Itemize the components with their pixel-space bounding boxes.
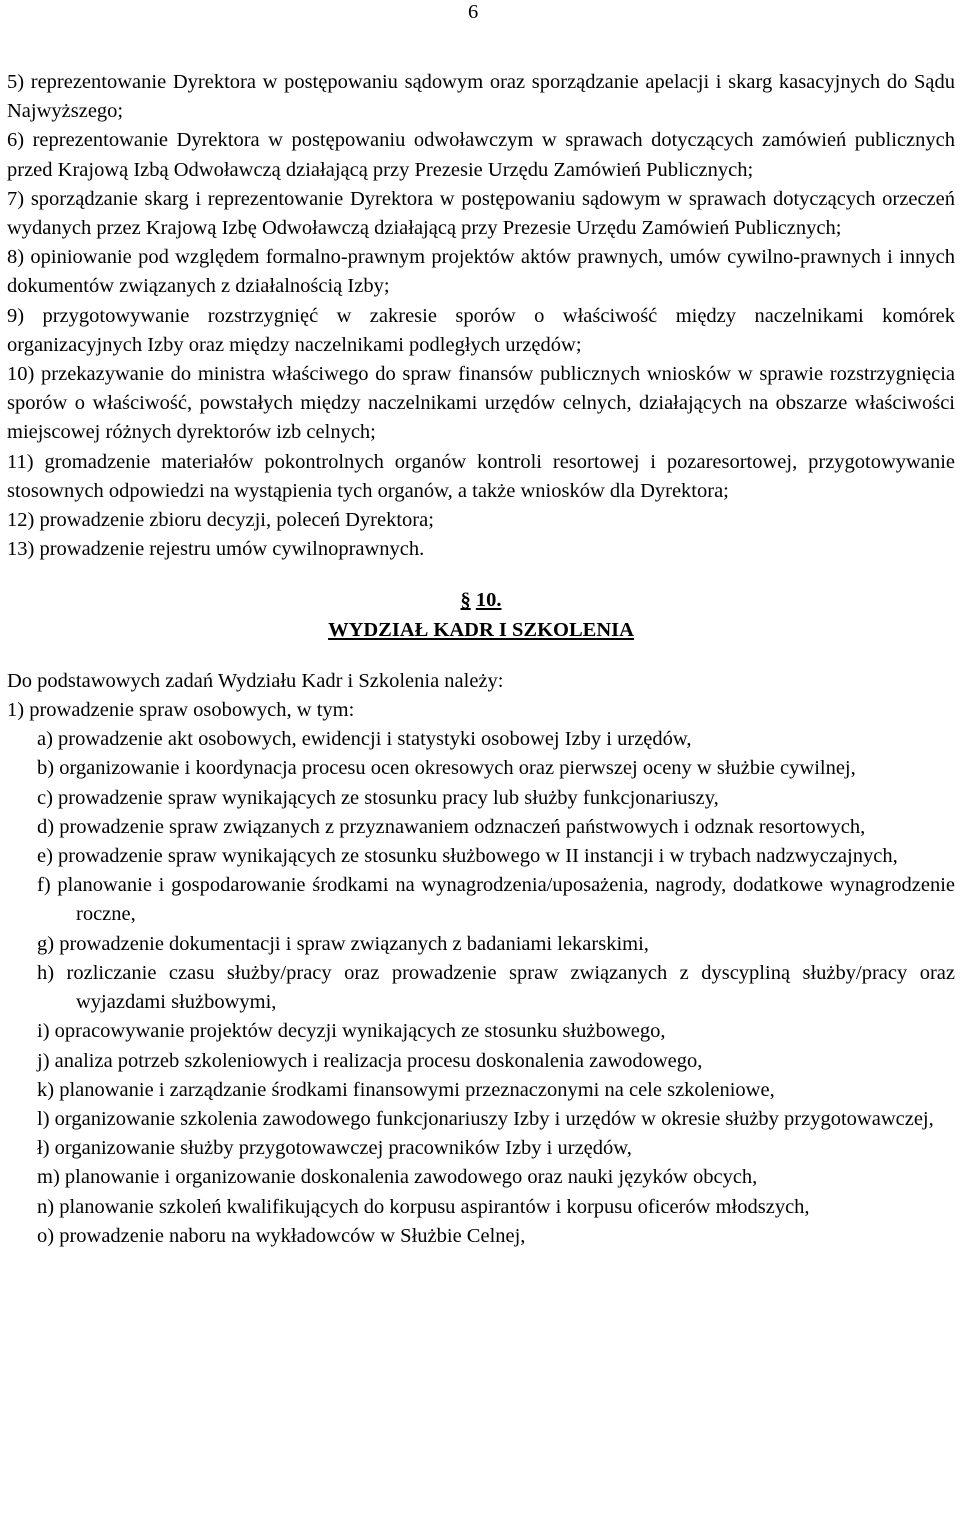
sub-item: d) prowadzenie spraw związanych z przyznawaniem odznaczeń państwowych i odznak resortowych, xyxy=(37,815,866,838)
section-intro: Do podstawowych zadań Wydziału Kadr i Szkolenia należy: xyxy=(7,669,504,692)
sub-item: m) planowanie i organizowanie doskonalenia zawodowego oraz nauki języków obcych, xyxy=(37,1166,758,1189)
sub-item: b) organizowanie i koordynacja procesu ocen okresowych oraz pierwszej oceny w służbie cywilnej, xyxy=(37,757,856,780)
list-item: 7) sporządzanie skarg i reprezentowanie Dyrektora w postępowaniu sądowym w sprawach dotyczących orzeczeń wydanych przez Krajową Izbę Odwoławczą działającą przy Prezesie Urzędu Zamówień Publicznych; xyxy=(7,187,955,240)
sub-item: c) prowadzenie spraw wynikających ze stosunku pracy lub służby funkcjonariuszy, xyxy=(37,786,719,809)
section-symbol: § xyxy=(460,589,471,612)
sub-item: j) analiza potrzeb szkoleniowych i realizacja procesu doskonalenia zawodowego, xyxy=(37,1049,703,1072)
sub-item: o) prowadzenie naboru na wykładowców w Służbie Celnej, xyxy=(37,1224,526,1247)
document-body xyxy=(7,68,955,1251)
sub-item: f) planowanie i gospodarowanie środkami na wynagrodzenia/uposażenia, nagrody, dodatkowe wynagrodzenie roczne, xyxy=(37,874,955,926)
point-heading: 1) prowadzenie spraw osobowych, w tym: xyxy=(7,699,355,722)
page-number: 6 xyxy=(468,1,479,23)
sub-item: ł) organizowanie służby przygotowawczej pracowników Izby i urzędów, xyxy=(37,1137,632,1160)
sub-item: a) prowadzenie akt osobowych, ewidencji i statystyki osobowej Izby i urzędów, xyxy=(37,728,692,751)
list-item: 10) przekazywanie do ministra właściwego do spraw finansów publicznych wniosków w sprawie rozstrzygnięcia sporów o właściwość, powstałych między naczelnikami urzędów celnych, działających na obszarze właściwości miejscowej różnych dyrektorów izb celnych; xyxy=(7,363,955,444)
sub-item: l) organizowanie szkolenia zawodowego funkcjonariuszy Izby i urzędów w okresie służby przygotowawczej, xyxy=(37,1107,934,1130)
sub-item: k) planowanie i zarządzanie środkami finansowymi przeznaczonymi na cele szkoleniowe, xyxy=(37,1078,775,1101)
section-heading xyxy=(7,586,955,644)
sub-item: i) opracowywanie projektów decyzji wynikających ze stosunku służbowego, xyxy=(37,1020,666,1043)
sub-item: e) prowadzenie spraw wynikających ze stosunku służbowego w II instancji i w trybach nadzwyczajnych, xyxy=(37,845,898,868)
list-item: 13) prowadzenie rejestru umów cywilnoprawnych. xyxy=(7,538,425,561)
sub-item: h) rozliczanie czasu służby/pracy oraz prowadzenie spraw związanych z dyscypliną służby/pracy oraz wyjazdami służbowymi, xyxy=(37,961,955,1014)
list-item: 9) przygotowywanie rozstrzygnięć w zakresie sporów o właściwość między naczelnikami komórek organizacyjnych Izby oraz między naczelnikami podległych urzędów; xyxy=(7,304,955,356)
section-number xyxy=(7,586,955,615)
section-number-value: 10. xyxy=(475,589,502,612)
list-item: 12) prowadzenie zbioru decyzji, poleceń Dyrektora; xyxy=(7,509,434,532)
list-item: 6) reprezentowanie Dyrektora w postępowaniu odwoławczym w sprawach dotyczących zamówień publicznych przed Krajową Izbą Odwoławczą działającą przy Prezesie Urzędu Zamówień Publicznych; xyxy=(7,129,955,181)
sub-item: n) planowanie szkoleń kwalifikujących do korpusu aspirantów i korpusu oficerów młodszych, xyxy=(37,1195,810,1218)
list-item: 11) gromadzenie materiałów pokontrolnych organów kontroli resortowej i pozaresortowej, przygotowywanie stosownych odpowiedzi na wystąpienia tych organów, a także wniosków dla Dyrektora; xyxy=(7,450,955,502)
list-item: 5) reprezentowanie Dyrektora w postępowaniu sądowym oraz sporządzanie apelacji i skarg kasacyjnych do Sądu Najwyższego; xyxy=(7,71,955,123)
sub-item: g) prowadzenie dokumentacji i spraw związanych z badaniami lekarskimi, xyxy=(37,932,649,955)
list-item: 8) opiniowanie pod względem formalno-prawnym projektów aktów prawnych, umów cywilno-prawnych i innych dokumentów związanych z działalnością Izby; xyxy=(7,246,955,298)
section-title: WYDZIAŁ KADR I SZKOLENIA xyxy=(328,618,634,641)
